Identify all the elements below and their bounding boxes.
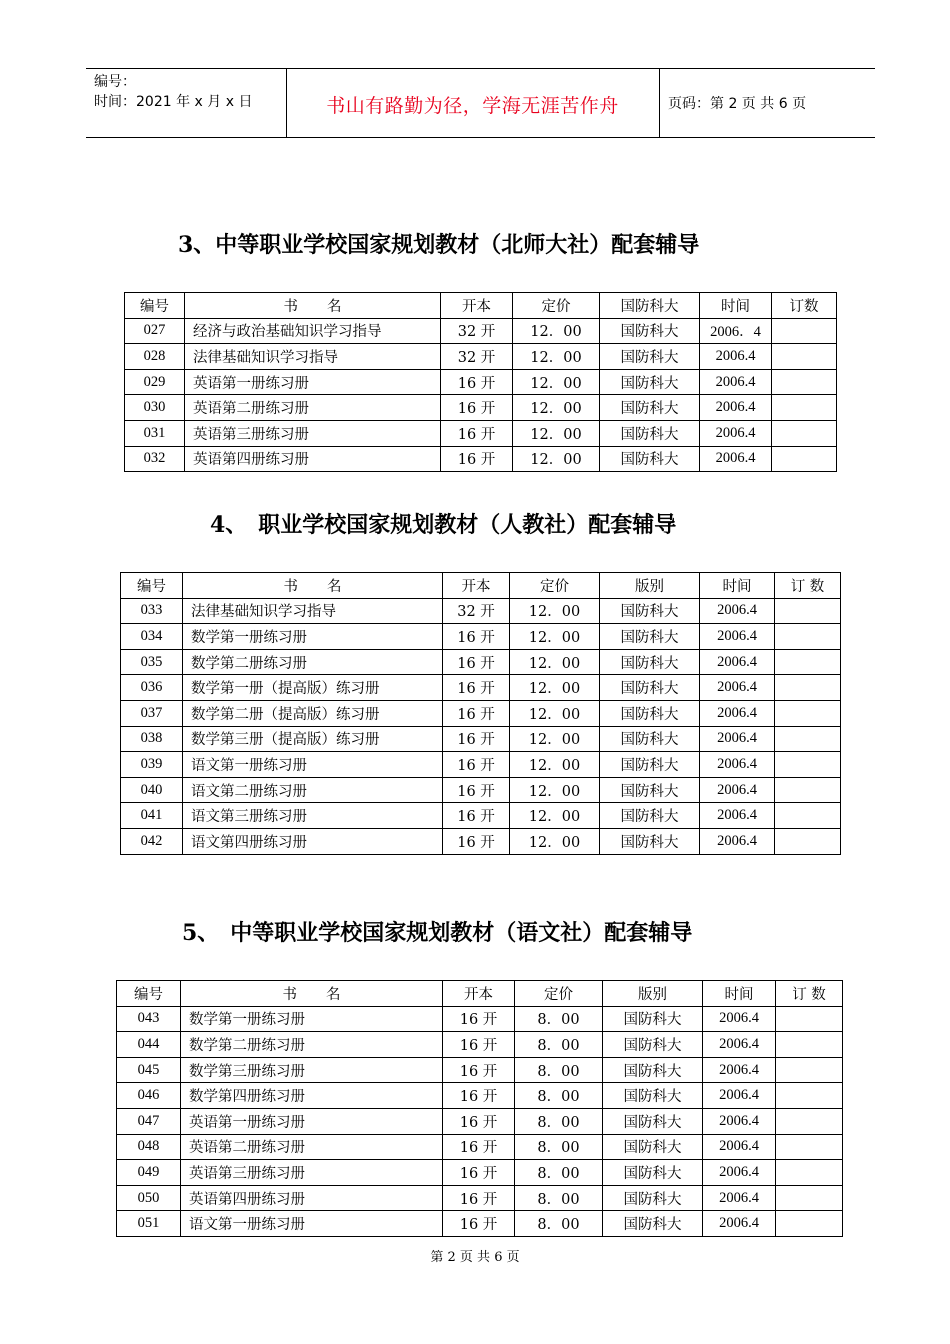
table-cell: 2006.4 [703, 1160, 776, 1186]
table-cell: 2006.4 [703, 1083, 776, 1109]
table-cell: 数学第二册（提高版）练习册 [183, 700, 443, 726]
table-cell: 2006.4 [703, 1057, 776, 1083]
table-cell: 2006.4 [703, 1108, 776, 1134]
table-row [117, 1006, 843, 1032]
table-cell: 国防科大 [603, 1083, 703, 1109]
table-cell: 2006.4 [703, 1032, 776, 1058]
table-cell: 8．00 [515, 1083, 603, 1109]
table-cell: 038 [121, 726, 183, 752]
table-cell: 16 开 [443, 1134, 515, 1160]
table-cell: 031 [125, 420, 185, 446]
table-cell: 2006.4 [700, 828, 775, 854]
table-cell: 12．00 [510, 803, 600, 829]
table-cell: 国防科大 [600, 420, 700, 446]
table-cell: 12．00 [513, 318, 600, 344]
table-row [121, 649, 841, 675]
table-row [125, 395, 837, 421]
table-cell: 12．00 [510, 700, 600, 726]
table-cell: 16 开 [443, 752, 510, 778]
table-cell: 16 开 [441, 446, 513, 472]
table-cell[interactable] [776, 1160, 843, 1186]
table-cell: 2006.4 [700, 624, 775, 650]
table-cell: 035 [121, 649, 183, 675]
column-header: 版别 [600, 573, 700, 599]
table-cell: 国防科大 [600, 344, 700, 370]
book-table-3 [124, 292, 837, 472]
table-cell: 042 [121, 828, 183, 854]
column-header: 编号 [117, 981, 181, 1007]
table-cell: 16 开 [443, 1006, 515, 1032]
table-cell: 2006.4 [703, 1134, 776, 1160]
table-cell: 国防科大 [600, 675, 700, 701]
table-row [117, 1108, 843, 1134]
table-row [125, 344, 837, 370]
table-row [121, 828, 841, 854]
table-row [117, 1211, 843, 1237]
table-cell: 国防科大 [600, 700, 700, 726]
table-header-row [117, 981, 843, 1007]
table-cell: 数学第三册练习册 [181, 1057, 443, 1083]
section-title-5: 5、 中等职业学校国家规划教材（语文社）配套辅导 [182, 920, 693, 946]
column-header: 书 名 [183, 573, 443, 599]
table-cell: 12．00 [510, 777, 600, 803]
header-divider [659, 69, 660, 137]
table-cell: 8．00 [515, 1006, 603, 1032]
table-cell: 2006.4 [700, 700, 775, 726]
column-header: 订数 [772, 293, 837, 319]
table-row [121, 726, 841, 752]
table-cell: 8．00 [515, 1108, 603, 1134]
table-cell: 8．00 [515, 1134, 603, 1160]
table-cell[interactable] [775, 828, 841, 854]
table-cell: 2006.4 [700, 598, 775, 624]
table-cell: 8．00 [515, 1032, 603, 1058]
column-header: 开本 [443, 981, 515, 1007]
table-cell[interactable] [772, 344, 837, 370]
table-cell: 英语第二册练习册 [185, 395, 441, 421]
table-cell: 2006.4 [700, 446, 772, 472]
table-cell: 国防科大 [603, 1006, 703, 1032]
table-cell: 数学第一册练习册 [183, 624, 443, 650]
table-cell: 049 [117, 1160, 181, 1186]
table-cell: 16 开 [443, 777, 510, 803]
table-cell[interactable] [776, 1108, 843, 1134]
table-cell: 16 开 [443, 803, 510, 829]
table-cell: 国防科大 [600, 752, 700, 778]
table-cell[interactable] [775, 726, 841, 752]
table-cell: 16 开 [443, 624, 510, 650]
table-cell: 8．00 [515, 1185, 603, 1211]
table-cell: 2006.4 [700, 675, 775, 701]
table-cell[interactable] [772, 446, 837, 472]
table-cell: 16 开 [443, 700, 510, 726]
table-cell: 16 开 [441, 395, 513, 421]
table-cell: 国防科大 [600, 649, 700, 675]
table-cell: 数学第一册练习册 [181, 1006, 443, 1032]
table-cell: 2006.4 [700, 420, 772, 446]
table-cell[interactable] [776, 1185, 843, 1211]
table-row [117, 1083, 843, 1109]
table-cell: 国防科大 [603, 1108, 703, 1134]
table-cell: 12．00 [510, 828, 600, 854]
table-cell: 045 [117, 1057, 181, 1083]
table-cell: 国防科大 [600, 395, 700, 421]
column-header: 时间 [700, 573, 775, 599]
table-cell: 32 开 [441, 318, 513, 344]
table-cell[interactable] [775, 803, 841, 829]
table-cell: 16 开 [443, 1057, 515, 1083]
column-header: 定价 [513, 293, 600, 319]
table-cell: 数学第三册（提高版）练习册 [183, 726, 443, 752]
table-cell: 12．00 [513, 446, 600, 472]
table-cell: 国防科大 [600, 369, 700, 395]
table-cell: 国防科大 [600, 598, 700, 624]
table-row [125, 446, 837, 472]
table-cell: 2006.4 [700, 649, 775, 675]
table-cell: 16 开 [443, 1185, 515, 1211]
table-cell[interactable] [776, 1057, 843, 1083]
table-cell: 2006.4 [700, 344, 772, 370]
table-cell: 国防科大 [600, 446, 700, 472]
section-title-4: 4、 职业学校国家规划教材（人教社）配套辅导 [210, 512, 677, 538]
table-cell: 033 [121, 598, 183, 624]
table-cell: 国防科大 [603, 1160, 703, 1186]
table-cell: 047 [117, 1108, 181, 1134]
table-cell: 040 [121, 777, 183, 803]
table-cell: 2006．4 [700, 318, 772, 344]
table-cell: 16 开 [443, 649, 510, 675]
table-cell: 2006.4 [700, 752, 775, 778]
table-header-row [121, 573, 841, 599]
table-cell: 16 开 [443, 828, 510, 854]
table-cell[interactable] [776, 1134, 843, 1160]
column-header: 书 名 [181, 981, 443, 1007]
table-row [121, 675, 841, 701]
table-cell: 经济与政治基础知识学习指导 [185, 318, 441, 344]
table-cell: 16 开 [443, 1083, 515, 1109]
table-cell: 028 [125, 344, 185, 370]
column-header: 时间 [700, 293, 772, 319]
table-cell: 英语第三册练习册 [185, 420, 441, 446]
id-label: 编号： [94, 74, 136, 90]
table-cell: 036 [121, 675, 183, 701]
table-cell[interactable] [772, 369, 837, 395]
table-row [121, 598, 841, 624]
table-cell: 12．00 [510, 726, 600, 752]
table-cell: 041 [121, 803, 183, 829]
table-cell[interactable] [776, 1032, 843, 1058]
column-header: 国防科大 [600, 293, 700, 319]
table-cell: 051 [117, 1211, 181, 1237]
column-header: 编号 [125, 293, 185, 319]
table-cell[interactable] [775, 649, 841, 675]
table-cell: 12．00 [513, 369, 600, 395]
table-cell: 12．00 [510, 624, 600, 650]
table-row [121, 700, 841, 726]
table-cell: 国防科大 [603, 1134, 703, 1160]
table-cell[interactable] [776, 1211, 843, 1237]
document-header [86, 68, 875, 138]
table-cell: 语文第一册练习册 [183, 752, 443, 778]
table-row [117, 1134, 843, 1160]
table-cell: 英语第四册练习册 [181, 1185, 443, 1211]
table-cell: 2006.4 [700, 777, 775, 803]
table-cell: 8．00 [515, 1160, 603, 1186]
table-cell: 050 [117, 1185, 181, 1211]
table-cell[interactable] [775, 624, 841, 650]
table-header-row [125, 293, 837, 319]
table-row [121, 624, 841, 650]
table-row [125, 318, 837, 344]
table-cell: 国防科大 [603, 1185, 703, 1211]
column-header: 时间 [703, 981, 776, 1007]
table-row [117, 1032, 843, 1058]
table-row [125, 369, 837, 395]
table-cell: 16 开 [443, 726, 510, 752]
table-cell: 英语第二册练习册 [181, 1134, 443, 1160]
table-cell: 数学第二册练习册 [181, 1032, 443, 1058]
table-cell[interactable] [772, 395, 837, 421]
table-cell: 030 [125, 395, 185, 421]
table-cell[interactable] [776, 1083, 843, 1109]
table-cell: 039 [121, 752, 183, 778]
table-cell: 语文第一册练习册 [181, 1211, 443, 1237]
table-cell: 2006.4 [700, 803, 775, 829]
table-cell: 数学第一册（提高版）练习册 [183, 675, 443, 701]
column-header: 开本 [443, 573, 510, 599]
page-footer: 第 2 页 共 6 页 [430, 1250, 520, 1265]
table-cell: 国防科大 [600, 803, 700, 829]
table-cell: 16 开 [443, 1211, 515, 1237]
table-cell[interactable] [776, 1006, 843, 1032]
book-table-5 [116, 980, 843, 1237]
time-label: 时间：2021 年 x 月 x 日 [94, 94, 253, 110]
table-cell: 2006.4 [703, 1006, 776, 1032]
table-cell: 2006.4 [700, 726, 775, 752]
table-cell: 2006.4 [700, 395, 772, 421]
table-row [121, 752, 841, 778]
page-indicator: 页码：第 2 页 共 6 页 [668, 96, 807, 112]
table-row [121, 803, 841, 829]
table-cell[interactable] [775, 752, 841, 778]
table-cell: 国防科大 [603, 1057, 703, 1083]
table-cell: 国防科大 [600, 828, 700, 854]
table-cell: 法律基础知识学习指导 [183, 598, 443, 624]
table-cell[interactable] [772, 420, 837, 446]
table-row [117, 1057, 843, 1083]
table-cell: 12．00 [513, 420, 600, 446]
column-header: 订 数 [775, 573, 841, 599]
table-cell: 语文第三册练习册 [183, 803, 443, 829]
table-cell: 12．00 [510, 649, 600, 675]
column-header: 定价 [515, 981, 603, 1007]
table-cell[interactable] [775, 777, 841, 803]
table-cell: 048 [117, 1134, 181, 1160]
table-cell: 国防科大 [600, 726, 700, 752]
table-cell: 数学第二册练习册 [183, 649, 443, 675]
book-table-4 [120, 572, 841, 855]
column-header: 编号 [121, 573, 183, 599]
table-cell: 8．00 [515, 1057, 603, 1083]
table-cell: 12．00 [510, 598, 600, 624]
table-row [121, 777, 841, 803]
table-cell[interactable] [775, 675, 841, 701]
table-cell: 027 [125, 318, 185, 344]
table-cell: 国防科大 [603, 1211, 703, 1237]
table-cell: 2006.4 [700, 369, 772, 395]
table-cell: 数学第四册练习册 [181, 1083, 443, 1109]
table-cell: 046 [117, 1083, 181, 1109]
table-cell[interactable] [775, 700, 841, 726]
table-cell: 国防科大 [603, 1032, 703, 1058]
table-cell: 034 [121, 624, 183, 650]
table-cell: 044 [117, 1032, 181, 1058]
table-cell: 2006.4 [703, 1185, 776, 1211]
table-cell: 英语第四册练习册 [185, 446, 441, 472]
table-cell: 16 开 [441, 369, 513, 395]
table-cell: 043 [117, 1006, 181, 1032]
table-cell: 国防科大 [600, 777, 700, 803]
table-cell: 英语第一册练习册 [185, 369, 441, 395]
column-header: 版别 [603, 981, 703, 1007]
table-cell: 16 开 [443, 1108, 515, 1134]
column-header: 定价 [510, 573, 600, 599]
table-cell: 037 [121, 700, 183, 726]
table-row [125, 420, 837, 446]
section-title-3: 3、中等职业学校国家规划教材（北师大社）配套辅导 [178, 232, 700, 258]
table-row [117, 1160, 843, 1186]
column-header: 订 数 [776, 981, 843, 1007]
column-header: 书 名 [185, 293, 441, 319]
table-cell: 12．00 [513, 395, 600, 421]
table-cell: 12．00 [513, 344, 600, 370]
table-cell: 英语第三册练习册 [181, 1160, 443, 1186]
header-meta [94, 72, 252, 112]
table-cell: 16 开 [441, 420, 513, 446]
table-cell: 语文第四册练习册 [183, 828, 443, 854]
table-cell: 英语第一册练习册 [181, 1108, 443, 1134]
table-cell: 国防科大 [600, 624, 700, 650]
table-cell: 语文第二册练习册 [183, 777, 443, 803]
table-cell: 2006.4 [703, 1211, 776, 1237]
table-cell: 029 [125, 369, 185, 395]
table-cell: 法律基础知识学习指导 [185, 344, 441, 370]
table-cell: 8．00 [515, 1211, 603, 1237]
table-cell[interactable] [772, 318, 837, 344]
table-cell: 16 开 [443, 1032, 515, 1058]
motto-text: 书山有路勤为径，学海无涯苦作舟 [326, 95, 619, 117]
table-cell: 16 开 [443, 1160, 515, 1186]
table-cell: 32 开 [441, 344, 513, 370]
column-header: 开本 [441, 293, 513, 319]
table-cell: 12．00 [510, 675, 600, 701]
table-row [117, 1185, 843, 1211]
table-cell[interactable] [775, 598, 841, 624]
table-cell: 16 开 [443, 675, 510, 701]
table-cell: 国防科大 [600, 318, 700, 344]
table-cell: 12．00 [510, 752, 600, 778]
table-cell: 032 [125, 446, 185, 472]
table-cell: 32 开 [443, 598, 510, 624]
